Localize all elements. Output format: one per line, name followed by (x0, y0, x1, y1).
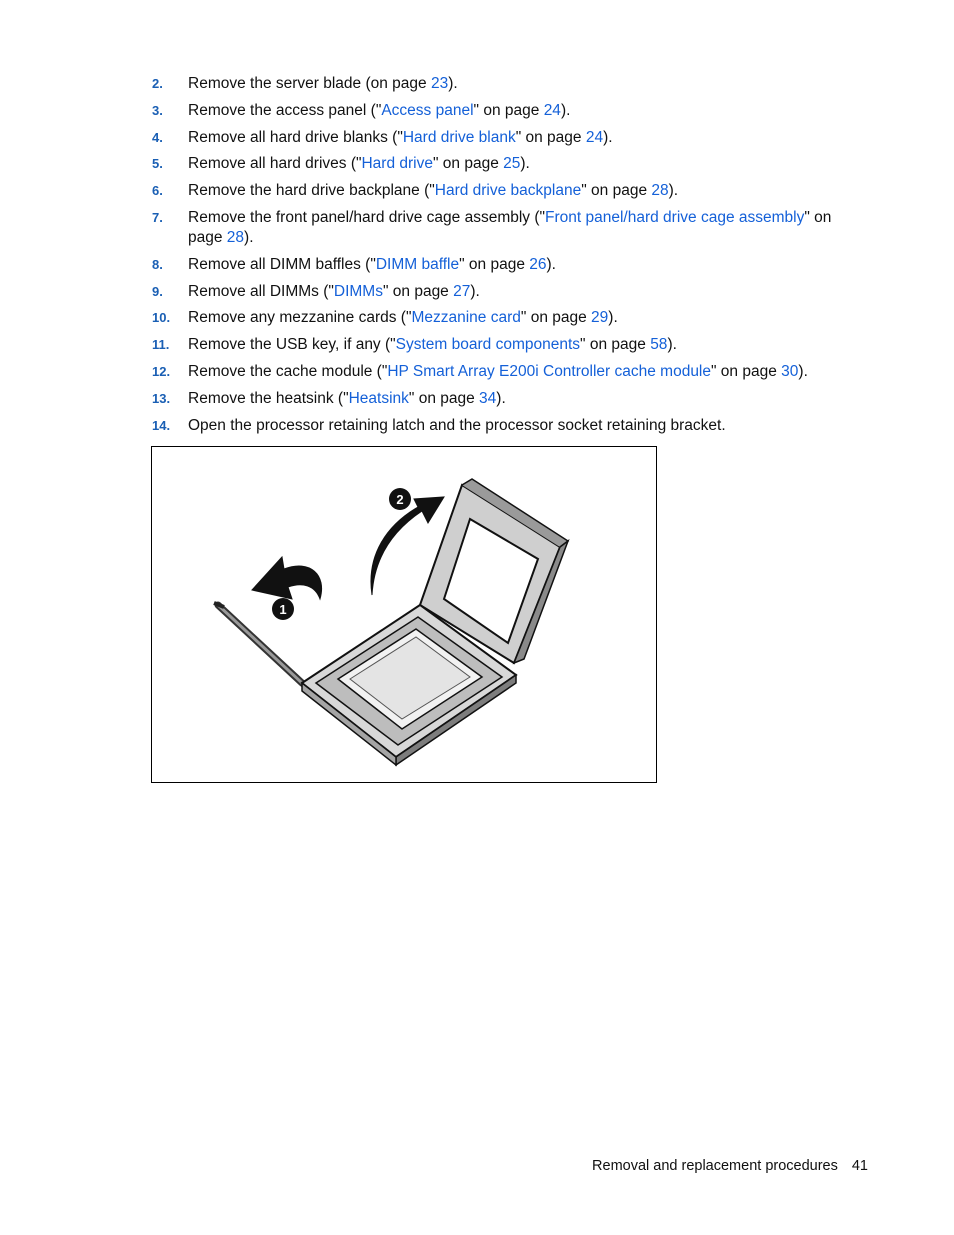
step-text: ). (496, 389, 506, 407)
step-text: Remove the access panel (" (188, 101, 382, 119)
step-text: Remove the hard drive backplane (" (188, 182, 435, 200)
step-item (152, 74, 852, 94)
step-text: " on page (711, 362, 782, 380)
step-text: Remove the cache module (" (188, 362, 388, 380)
step-number: 7. (152, 209, 163, 225)
step-item (152, 128, 852, 148)
step-text: " on page (382, 282, 454, 300)
cross-reference-link[interactable]: Heatsink (348, 389, 409, 407)
step-number: 14. (152, 417, 171, 433)
step-number: 11. (152, 337, 170, 353)
step-number: 3. (152, 102, 163, 118)
cross-reference-link[interactable]: DIMM baffle (375, 255, 460, 273)
step-text: " on page (520, 309, 592, 327)
cross-reference-link[interactable]: Front panel/hard drive cage assembly (545, 208, 805, 226)
step-number: 13. (152, 390, 171, 406)
cross-reference-link[interactable]: Access panel (381, 101, 474, 119)
step-text: " on page (581, 182, 652, 200)
step-text: ). (667, 336, 677, 354)
callout-2 (389, 488, 411, 510)
cross-reference-link[interactable]: 28 (226, 228, 245, 246)
step-text: Remove the heatsink (" (188, 389, 349, 407)
page-footer (592, 1158, 868, 1174)
footer-section-title: Removal and replacement procedures (592, 1158, 838, 1174)
step-text: " on page (515, 128, 586, 146)
step-text: Remove all DIMMs (" (188, 282, 334, 300)
step-text: ). (560, 101, 571, 119)
step-text: " on page (188, 208, 832, 246)
cross-reference-link[interactable]: 30 (781, 362, 799, 380)
step-text: ). (668, 182, 679, 200)
step-item (152, 181, 852, 201)
step-item (152, 208, 852, 248)
cross-reference-link[interactable]: DIMMs (333, 282, 383, 300)
step-text: " on page (432, 155, 504, 173)
cross-reference-link[interactable]: 29 (591, 309, 609, 327)
step-item (152, 282, 852, 302)
step-text: ). (798, 362, 808, 380)
cross-reference-link[interactable]: 23 (430, 75, 449, 92)
cross-reference-link[interactable]: 26 (529, 255, 547, 273)
step-text: Remove the USB key, if any (" (188, 336, 396, 354)
step-number: 12. (152, 363, 171, 379)
step-text: Remove all hard drives (" (188, 155, 362, 173)
step-text: ). (520, 155, 530, 173)
step-number: 6. (152, 183, 163, 199)
step-item (152, 308, 852, 328)
step-text: Remove the server blade (on page (188, 75, 431, 92)
step-item (152, 335, 852, 355)
procedure-steps (152, 74, 852, 442)
step-number: 2. (152, 76, 163, 91)
cross-reference-link[interactable]: Mezzanine card (411, 309, 521, 327)
step-item (152, 101, 852, 121)
step-item (152, 154, 852, 174)
step-text: " on page (473, 101, 544, 119)
step-number: 4. (152, 129, 163, 145)
step-item (152, 255, 852, 275)
cross-reference-link[interactable]: HP Smart Array E200i Controller cache module (387, 362, 711, 380)
svg-text:2: 2 (396, 492, 404, 507)
svg-text:1: 1 (279, 602, 287, 617)
cross-reference-link[interactable]: Hard drive backplane (434, 182, 582, 200)
step-text: ). (448, 75, 458, 92)
step-text: ). (244, 228, 254, 246)
step-item (152, 362, 852, 382)
step-text: Remove the front panel/hard drive cage assembly (" (188, 208, 546, 226)
latch-arrow (252, 557, 322, 599)
processor-socket-illustration (151, 446, 657, 783)
step-number: 8. (152, 256, 163, 272)
cross-reference-link[interactable]: Hard drive blank (402, 128, 516, 146)
cross-reference-link[interactable]: 24 (543, 101, 561, 119)
step-text: ). (470, 282, 480, 300)
step-text: " on page (459, 255, 530, 273)
cross-reference-link[interactable]: 34 (479, 389, 497, 407)
step-text: " on page (408, 389, 480, 407)
step-text: Remove any mezzanine cards (" (188, 309, 412, 327)
step-text: ). (603, 128, 613, 146)
cross-reference-link[interactable]: 27 (453, 282, 471, 300)
step-text: Remove all hard drive blanks (" (188, 128, 403, 146)
step-item (152, 416, 852, 436)
step-text: ). (546, 255, 556, 273)
cross-reference-link[interactable]: Hard drive (361, 155, 433, 173)
cross-reference-link[interactable]: 58 (650, 336, 668, 354)
step-number: 9. (152, 283, 163, 299)
step-text: Open the processor retaining latch and the processor socket retaining bracket. (188, 416, 726, 434)
step-number: 5. (152, 156, 163, 172)
cross-reference-link[interactable]: 25 (503, 155, 521, 173)
step-text: ). (608, 309, 618, 327)
cross-reference-link[interactable]: 28 (651, 182, 669, 200)
callout-1 (272, 598, 294, 620)
step-text: " on page (580, 336, 651, 354)
cross-reference-link[interactable]: System board components (395, 336, 581, 354)
step-text: Remove all DIMM baffles (" (188, 255, 376, 273)
page-number: 41 (851, 1158, 868, 1174)
step-number: 10. (152, 310, 171, 326)
step-item (152, 389, 852, 409)
cross-reference-link[interactable]: 24 (585, 128, 604, 146)
socket-diagram (152, 447, 657, 783)
